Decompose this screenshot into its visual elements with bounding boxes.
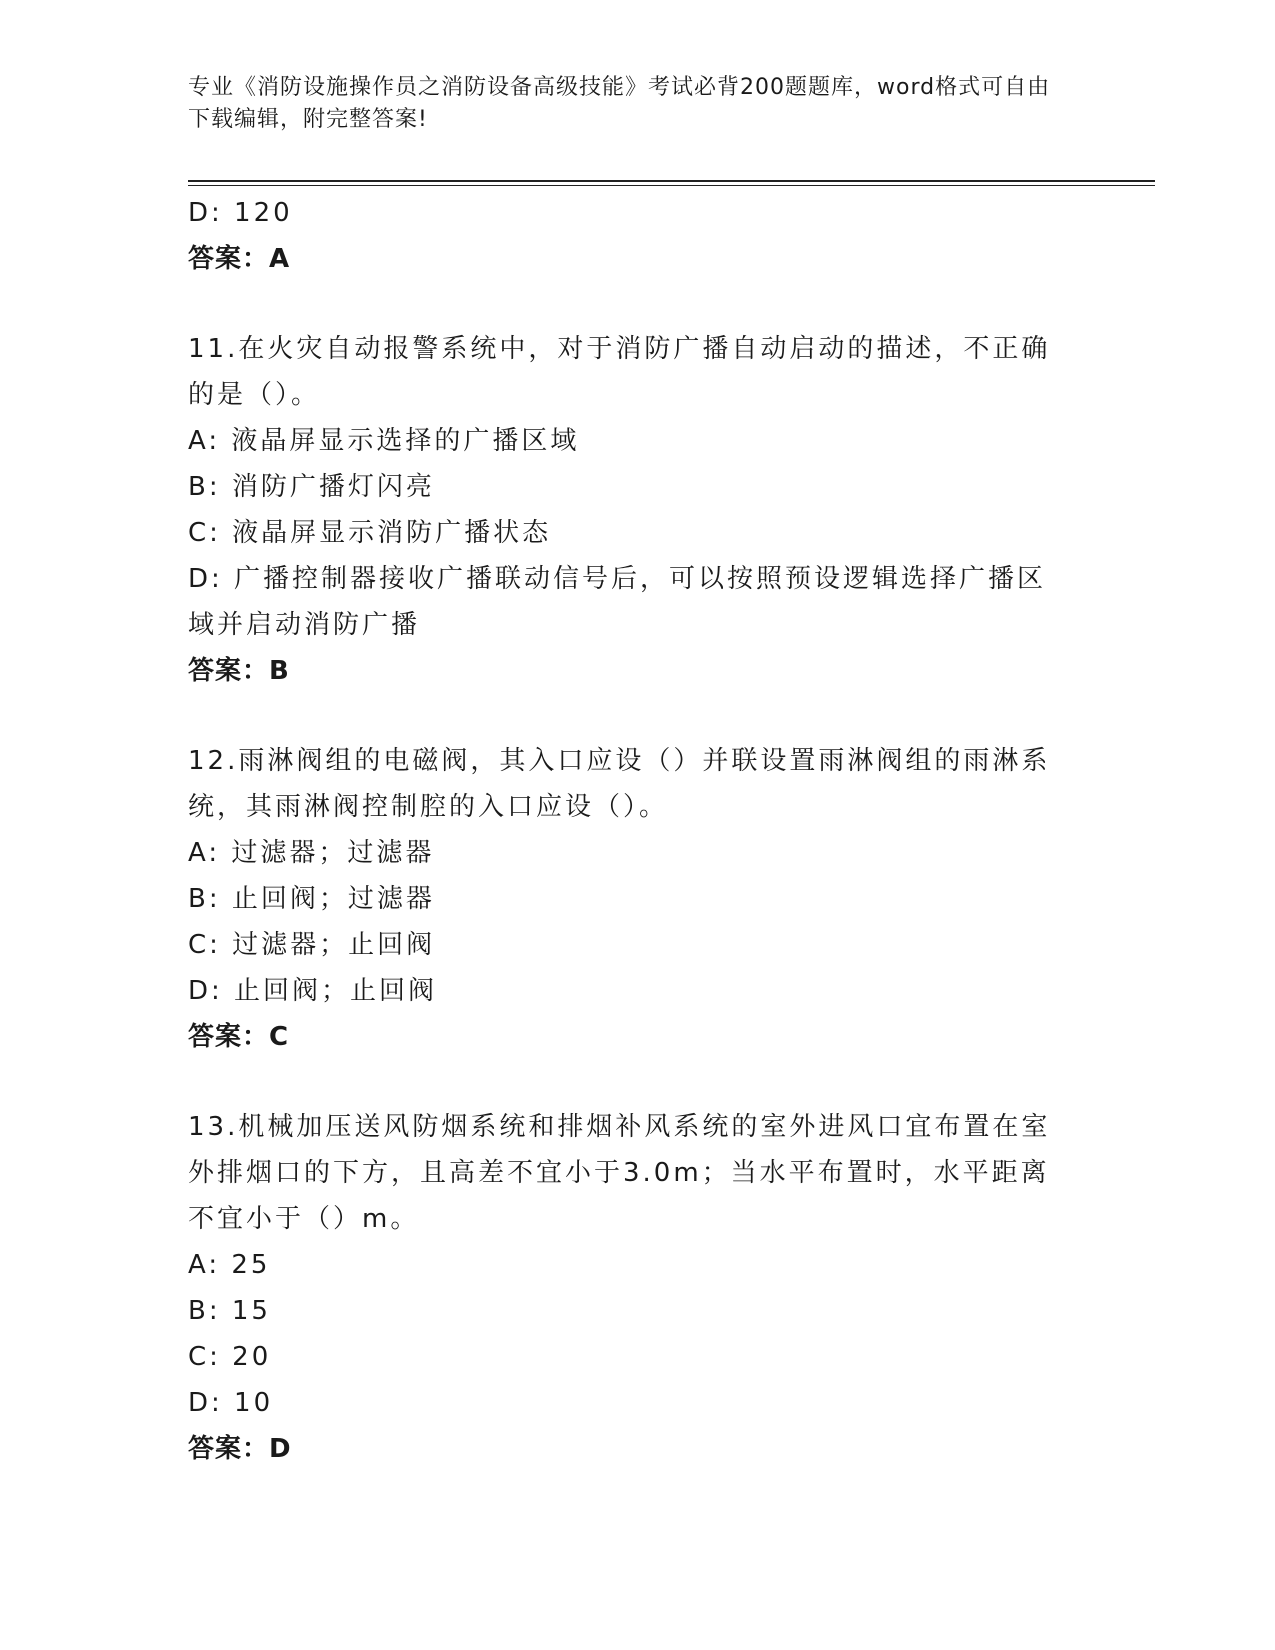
option-a: A: 液晶屏显示选择的广播区域 — [188, 426, 580, 456]
option-d: D: 10 — [188, 1388, 274, 1418]
option-b: B: 止回阀；过滤器 — [188, 884, 435, 914]
previous-answer: 答案：A — [188, 244, 291, 274]
question-content — [188, 190, 1068, 1472]
answer: 答案：C — [188, 1022, 290, 1052]
question-12 — [188, 738, 1068, 1060]
header-divider-thin — [188, 185, 1155, 186]
option-c: C: 过滤器；止回阀 — [188, 930, 436, 960]
option-c: C: 20 — [188, 1342, 272, 1372]
option-c: C: 液晶屏显示消防广播状态 — [188, 518, 552, 548]
previous-option-d: D: 120 — [188, 198, 293, 228]
option-d: D: 广播控制器接收广播联动信号后，可以按照预设逻辑选择广播区域并启动消防广播 — [188, 564, 1047, 640]
answer: 答案：D — [188, 1434, 292, 1464]
question-13 — [188, 1104, 1068, 1472]
question-stem: 12.雨淋阀组的电磁阀，其入口应设（）并联设置雨淋阀组的雨淋系统，其雨淋阀控制腔的入口应设（）。 — [188, 746, 1051, 822]
option-a: A: 过滤器；过滤器 — [188, 838, 435, 868]
header-divider-thick — [188, 180, 1155, 182]
answer: 答案：B — [188, 656, 290, 686]
page-header: 专业《消防设施操作员之消防设备高级技能》考试必背200题题库，word格式可自由下载编辑，附完整答案! — [188, 75, 1051, 132]
question-stem: 13.机械加压送风防烟系统和排烟补风系统的室外进风口宜布置在室外排烟口的下方，且高差不宜小于3.0m；当水平布置时，水平距离不宜小于（）m。 — [188, 1112, 1051, 1234]
option-b: B: 消防广播灯闪亮 — [188, 472, 435, 502]
option-a: A: 25 — [188, 1250, 271, 1280]
option-d: D: 止回阀；止回阀 — [188, 976, 438, 1006]
option-b: B: 15 — [188, 1296, 271, 1326]
question-stem: 11.在火灾自动报警系统中，对于消防广播自动启动的描述，不正确的是（）。 — [188, 334, 1051, 410]
question-11 — [188, 326, 1068, 694]
